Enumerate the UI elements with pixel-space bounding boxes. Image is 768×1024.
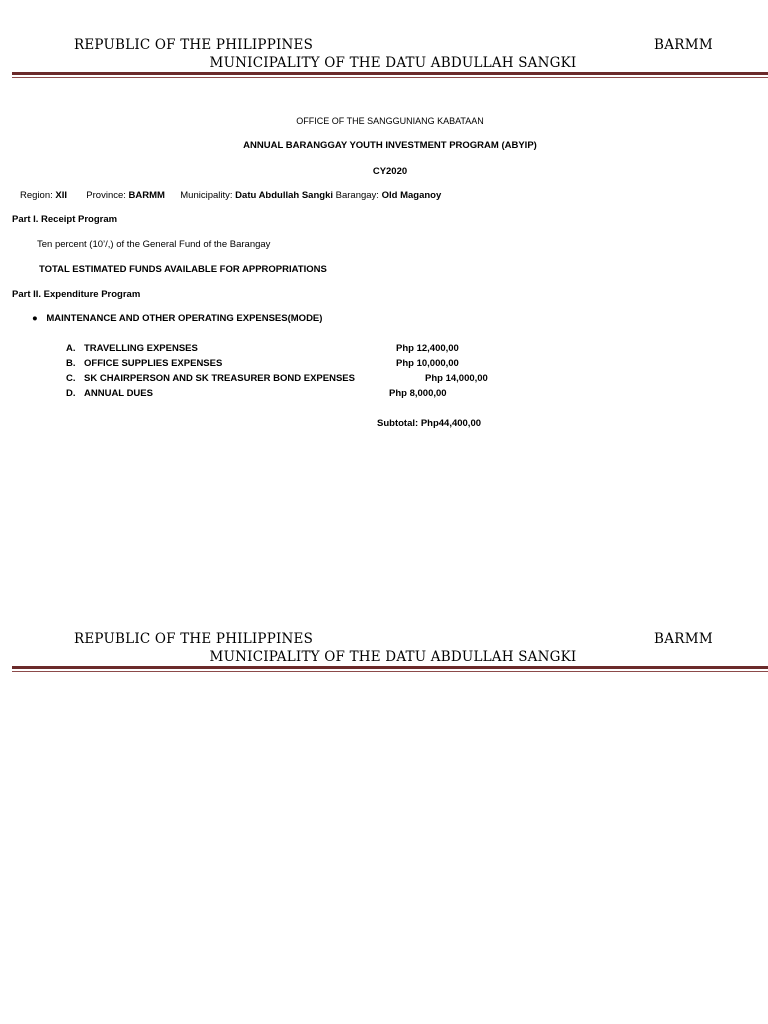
part2-heading: Part II. Expenditure Program [12,289,141,300]
list-item-amount: Php 14,000,00 [425,373,488,384]
mooe-label: MAINTENANCE AND OTHER OPERATING EXPENSES(MODE) [46,313,323,324]
region-label: Region: [20,190,53,201]
list-item-amount: Php 12,400,00 [396,343,459,354]
municipality-title: MUNICIPALITY OF THE DATU ABDULLAH SANGKI [209,649,577,665]
program-title: ANNUAL BARANGGAY YOUTH INVESTMENT PROGRAM (ABYIP) [243,140,537,151]
municipality-title: MUNICIPALITY OF THE DATU ABDULLAH SANGKI [209,55,577,71]
total-funds-line: TOTAL ESTIMATED FUNDS AVAILABLE FOR APPROPRIATIONS [39,264,327,275]
municipality-value: Datu Abdullah Sangki [235,190,333,201]
province-value: BARMM [128,190,165,201]
republic-title: REPUBLIC OF THE PHILIPPINES [74,631,314,647]
header-rule [12,72,768,78]
list-item-label: OFFICE SUPPLIES EXPENSES [84,358,223,369]
barangay-value: Old Maganoy [381,190,442,201]
year-label: CY2020 [372,166,408,177]
list-item-amount: Php 8,000,00 [389,388,447,399]
municipality-label: Municipality: [180,190,233,201]
list-item-letter: C. [66,373,76,384]
region-tag: BARMM [654,631,713,647]
header-rule [12,666,768,672]
list-item-label: SK CHAIRPERSON AND SK TREASURER BOND EXPENSES [84,373,355,384]
subtotal-label: Subtotal: [377,418,419,429]
list-item-label: TRAVELLING EXPENSES [84,343,198,354]
barangay-label: Barangay: [335,190,379,201]
republic-title: REPUBLIC OF THE PHILIPPINES [74,37,314,53]
list-item-label: ANNUAL DUES [84,388,153,399]
mooe-line [32,313,322,324]
part1-heading: Part I. Receipt Program [12,214,118,225]
list-item-letter: A. [66,343,76,354]
office-title: OFFICE OF THE SANGGUNIANG KABATAAN [296,116,484,126]
list-item-letter: D. [66,388,76,399]
list-item-amount: Php 10,000,00 [396,358,459,369]
province-label: Province: [86,190,126,201]
list-item-letter: B. [66,358,76,369]
subtotal-line [377,418,481,429]
region-value: XII [55,190,68,201]
ten-percent-line: Ten percent (10’/,) of the General Fund of the Barangay [37,239,271,250]
region-tag: BARMM [654,37,713,53]
location-line [20,190,441,201]
bullet-icon: ● [32,313,38,324]
subtotal-value: Php44,400,00 [420,418,482,429]
